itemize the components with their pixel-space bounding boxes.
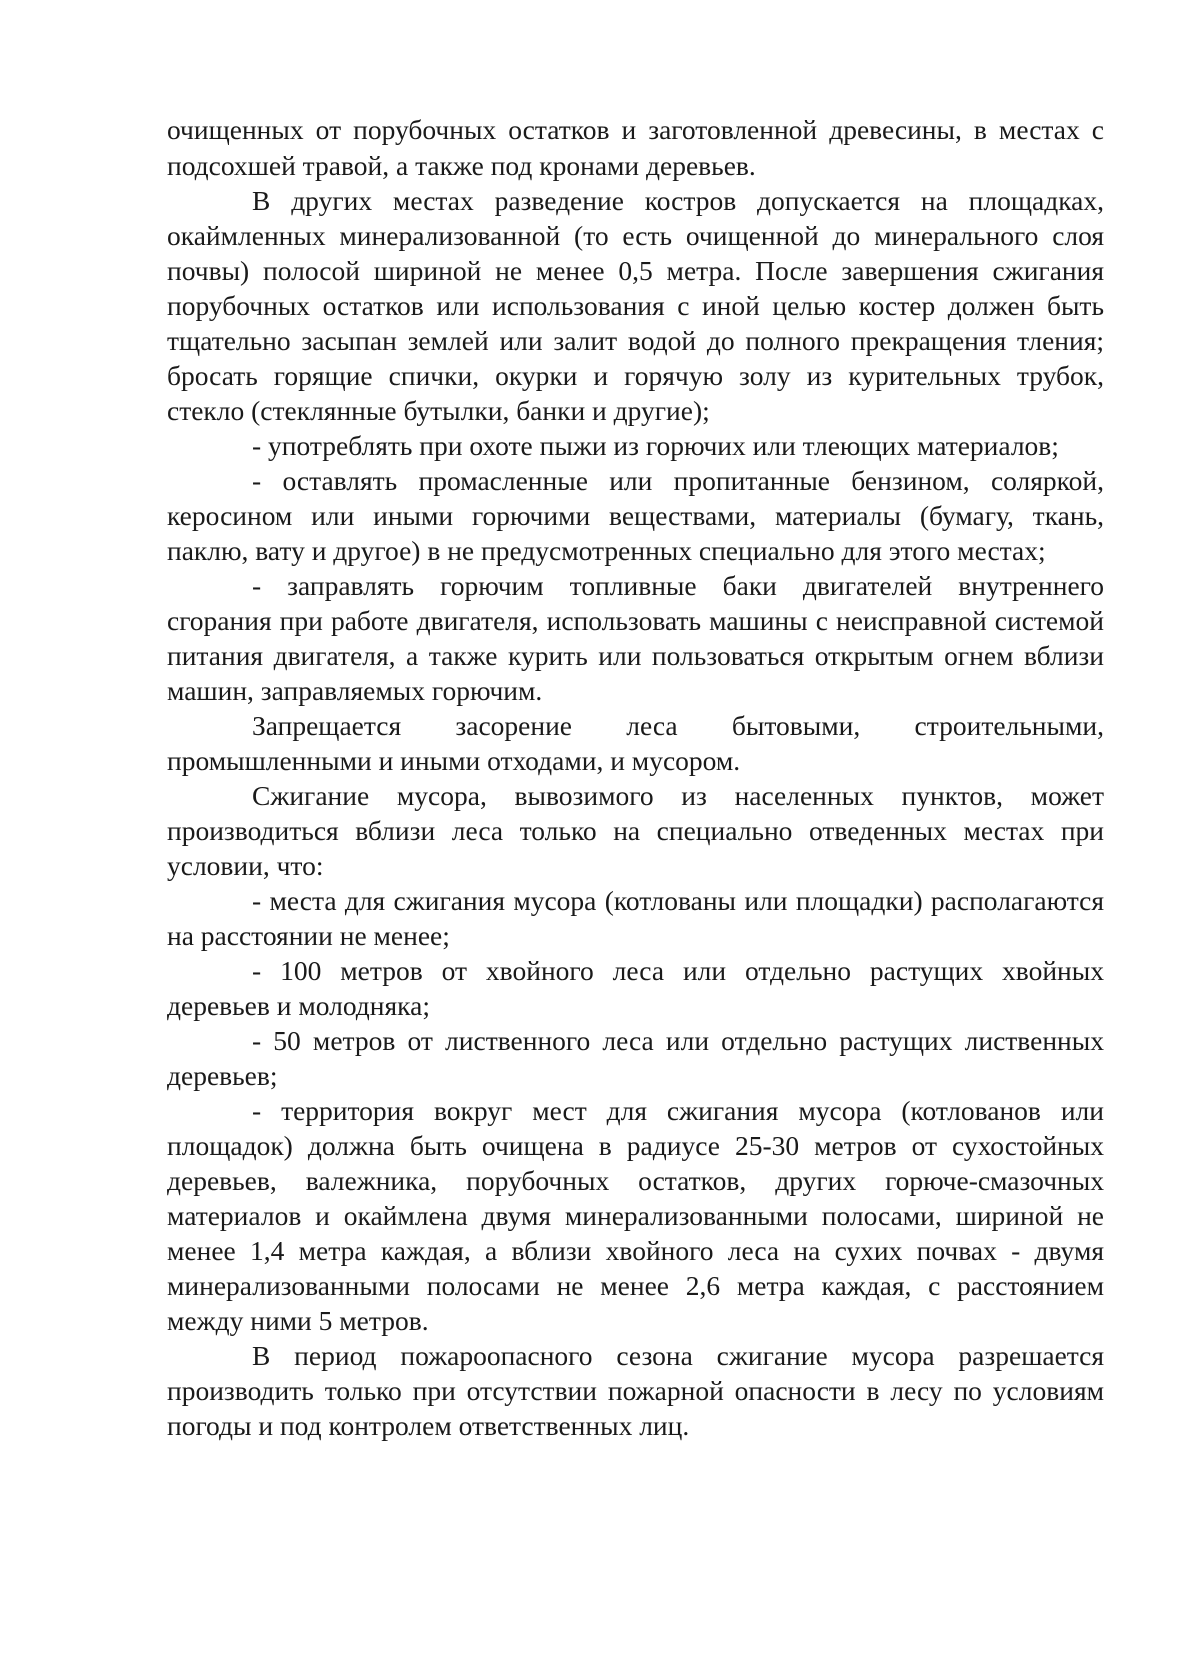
text-line: материалов и окаймлена двумя минерализованными полосами, шириной не [167, 1200, 1104, 1231]
text-line: - 100 метров от хвойного леса или отдельно растущих хвойных [252, 955, 1104, 986]
text-line: деревьев и молодняка; [167, 990, 430, 1021]
text-line: порубочных остатков или использования с иной целью костер должен быть [167, 290, 1104, 321]
text-line: производиться вблизи леса только на специально отведенных местах при [167, 815, 1104, 846]
text-line: машин, заправляемых горючим. [167, 675, 543, 706]
text-line: деревьев, валежника, порубочных остатков, других горюче-смазочных [167, 1165, 1104, 1196]
text-line: производить только при отсутствии пожарной опасности в лесу по условиям [167, 1375, 1104, 1406]
text-line: стекло (стеклянные бутылки, банки и другие); [167, 395, 710, 426]
text-line: очищенных от порубочных остатков и заготовленной древесины, в местах с [167, 114, 1104, 145]
text-line: - территория вокруг мест для сжигания мусора (котлованов или [252, 1095, 1104, 1126]
text-line: Сжигание мусора, вывозимого из населенных пунктов, может [252, 780, 1104, 811]
text-line: площадок) должна быть очищена в радиусе 25-30 метров от сухостойных [167, 1130, 1104, 1161]
text-line: промышленными и иными отходами, и мусором. [167, 745, 741, 776]
text-line: паклю, вату и другое) в не предусмотренных специально для этого местах; [167, 535, 1046, 566]
text-line: - 50 метров от лиственного леса или отдельно растущих лиственных [252, 1025, 1104, 1056]
text-line: - оставлять промасленные или пропитанные бензином, соляркой, [252, 465, 1104, 496]
text-line: тщательно засыпан землей или залит водой до полного прекращения тления; [167, 325, 1104, 356]
text-line: на расстоянии не менее; [167, 920, 450, 951]
text-line: менее 1,4 метра каждая, а вблизи хвойного леса на сухих почвах - двумя [167, 1235, 1104, 1266]
text-line: погоды и под контролем ответственных лиц. [167, 1410, 690, 1441]
text-line: питания двигателя, а также курить или пользоваться открытым огнем вблизи [167, 640, 1104, 671]
text-line: деревьев; [167, 1060, 278, 1091]
text-line: минерализованными полосами не менее 2,6 метра каждая, с расстоянием [167, 1270, 1104, 1301]
text-line: окаймленных минерализованной (то есть очищенной до минерального слоя [167, 220, 1104, 251]
text-line: условии, что: [167, 850, 324, 881]
text-line: В период пожароопасного сезона сжигание мусора разрешается [252, 1340, 1104, 1371]
text-line: В других местах разведение костров допускается на площадках, [252, 185, 1104, 216]
text-line: - заправлять горючим топливные баки двигателей внутреннего [252, 570, 1104, 601]
text-line: сгорания при работе двигателя, использовать машины с неисправной системой [167, 605, 1104, 636]
text-line: - места для сжигания мусора (котлованы или площадки) располагаются [252, 885, 1104, 916]
text-line: бросать горящие спички, окурки и горячую золу из курительных трубок, [167, 360, 1104, 391]
text-line: подсохшей травой, а также под кронами деревьев. [167, 150, 756, 181]
text-line: между ними 5 метров. [167, 1305, 429, 1336]
text-line: Запрещается засорение леса бытовыми, строительными, [252, 710, 1104, 741]
text-line: керосином или иными горючими веществами, материалы (бумагу, ткань, [167, 500, 1104, 531]
text-line: почвы) полосой шириной не менее 0,5 метра. После завершения сжигания [167, 255, 1104, 286]
text-line: - употреблять при охоте пыжи из горючих или тлеющих материалов; [252, 430, 1059, 461]
